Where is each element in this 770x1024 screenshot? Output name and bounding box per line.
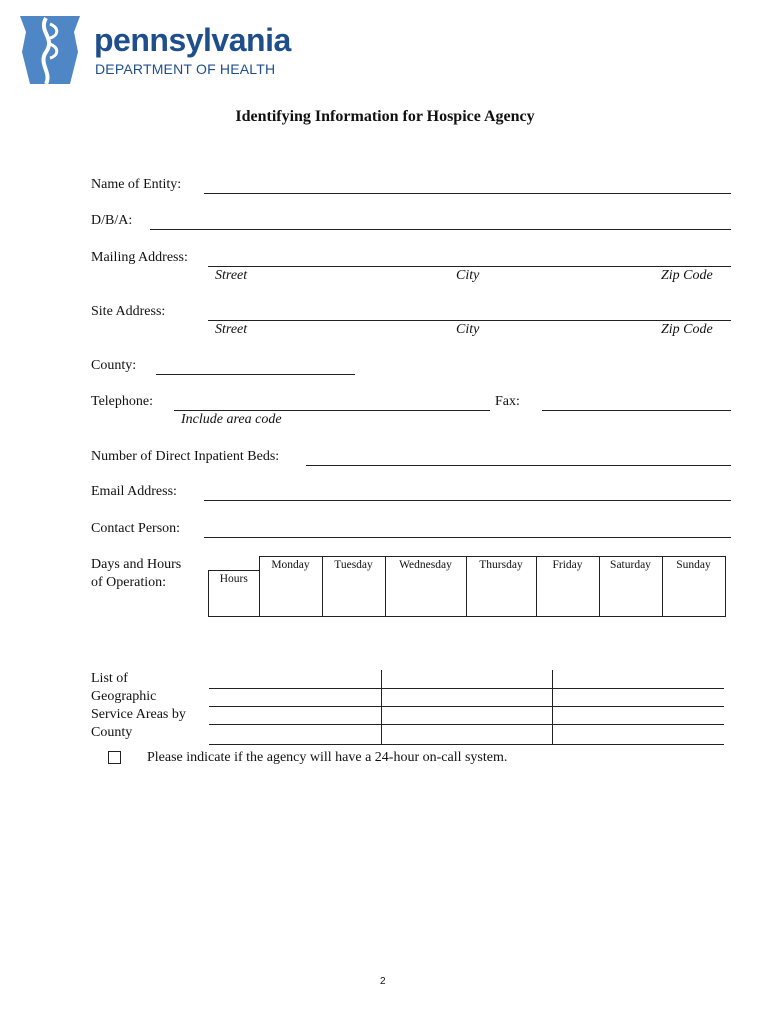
operation-label-1: Days and Hours <box>91 557 182 572</box>
email-field[interactable] <box>204 500 731 501</box>
day-wednesday: Wednesday <box>385 557 466 617</box>
phone-hint: Include area code <box>181 412 282 427</box>
hours-table <box>208 556 726 617</box>
geo-row-3[interactable] <box>209 724 724 725</box>
entity-field[interactable] <box>204 193 731 194</box>
logo-department: DEPARTMENT OF HEALTH <box>95 61 276 77</box>
contact-field[interactable] <box>204 537 731 538</box>
geo-row-4[interactable] <box>209 744 724 745</box>
geo-label-4: County <box>91 725 133 740</box>
geo-label-1: List of <box>91 671 128 686</box>
email-label: Email Address: <box>91 484 177 499</box>
corner-cell <box>209 557 260 571</box>
fax-label: Fax: <box>495 394 520 409</box>
geo-divider-1 <box>381 670 382 744</box>
geo-label-3: Service Areas by <box>91 707 186 722</box>
dba-field[interactable] <box>150 229 731 230</box>
site-city-caption: City <box>456 322 480 337</box>
geo-divider-2 <box>552 670 553 744</box>
mailing-label: Mailing Address: <box>91 250 188 265</box>
mailing-field[interactable] <box>208 266 731 267</box>
site-label: Site Address: <box>91 304 166 319</box>
oncall-text: Please indicate if the agency will have a 24-hour on-call system. <box>147 750 508 765</box>
day-tuesday: Tuesday <box>322 557 385 617</box>
contact-label: Contact Person: <box>91 521 181 536</box>
county-label: County: <box>91 358 137 373</box>
geo-label-2: Geographic <box>91 689 157 704</box>
county-field[interactable] <box>156 374 355 375</box>
beds-field[interactable] <box>306 465 731 466</box>
geo-row-2[interactable] <box>209 706 724 707</box>
mailing-zip-caption: Zip Code <box>661 268 713 283</box>
telephone-label: Telephone: <box>91 394 153 409</box>
site-field[interactable] <box>208 320 731 321</box>
day-saturday: Saturday <box>599 557 662 617</box>
site-street-caption: Street <box>215 322 248 337</box>
hours-row-label: Hours <box>209 571 260 617</box>
page-number: 2 <box>380 976 386 987</box>
mailing-city-caption: City <box>456 268 480 283</box>
beds-label: Number of Direct Inpatient Beds: <box>91 449 280 464</box>
fax-field[interactable] <box>542 410 731 411</box>
dba-label: D/B/A: <box>91 213 133 228</box>
day-friday: Friday <box>536 557 599 617</box>
telephone-field[interactable] <box>174 410 490 411</box>
day-thursday: Thursday <box>466 557 536 617</box>
geo-row-1[interactable] <box>209 688 724 689</box>
entity-label: Name of Entity: <box>91 177 182 192</box>
page-title: Identifying Information for Hospice Agency <box>235 108 535 125</box>
logo-wordmark: pennsylvania <box>94 22 291 58</box>
day-monday: Monday <box>259 557 322 617</box>
mailing-street-caption: Street <box>215 268 248 283</box>
site-zip-caption: Zip Code <box>661 322 713 337</box>
oncall-checkbox[interactable] <box>108 751 121 764</box>
day-sunday: Sunday <box>662 557 725 617</box>
pa-keystone-logo <box>16 14 84 86</box>
operation-label-2: of Operation: <box>91 575 167 590</box>
